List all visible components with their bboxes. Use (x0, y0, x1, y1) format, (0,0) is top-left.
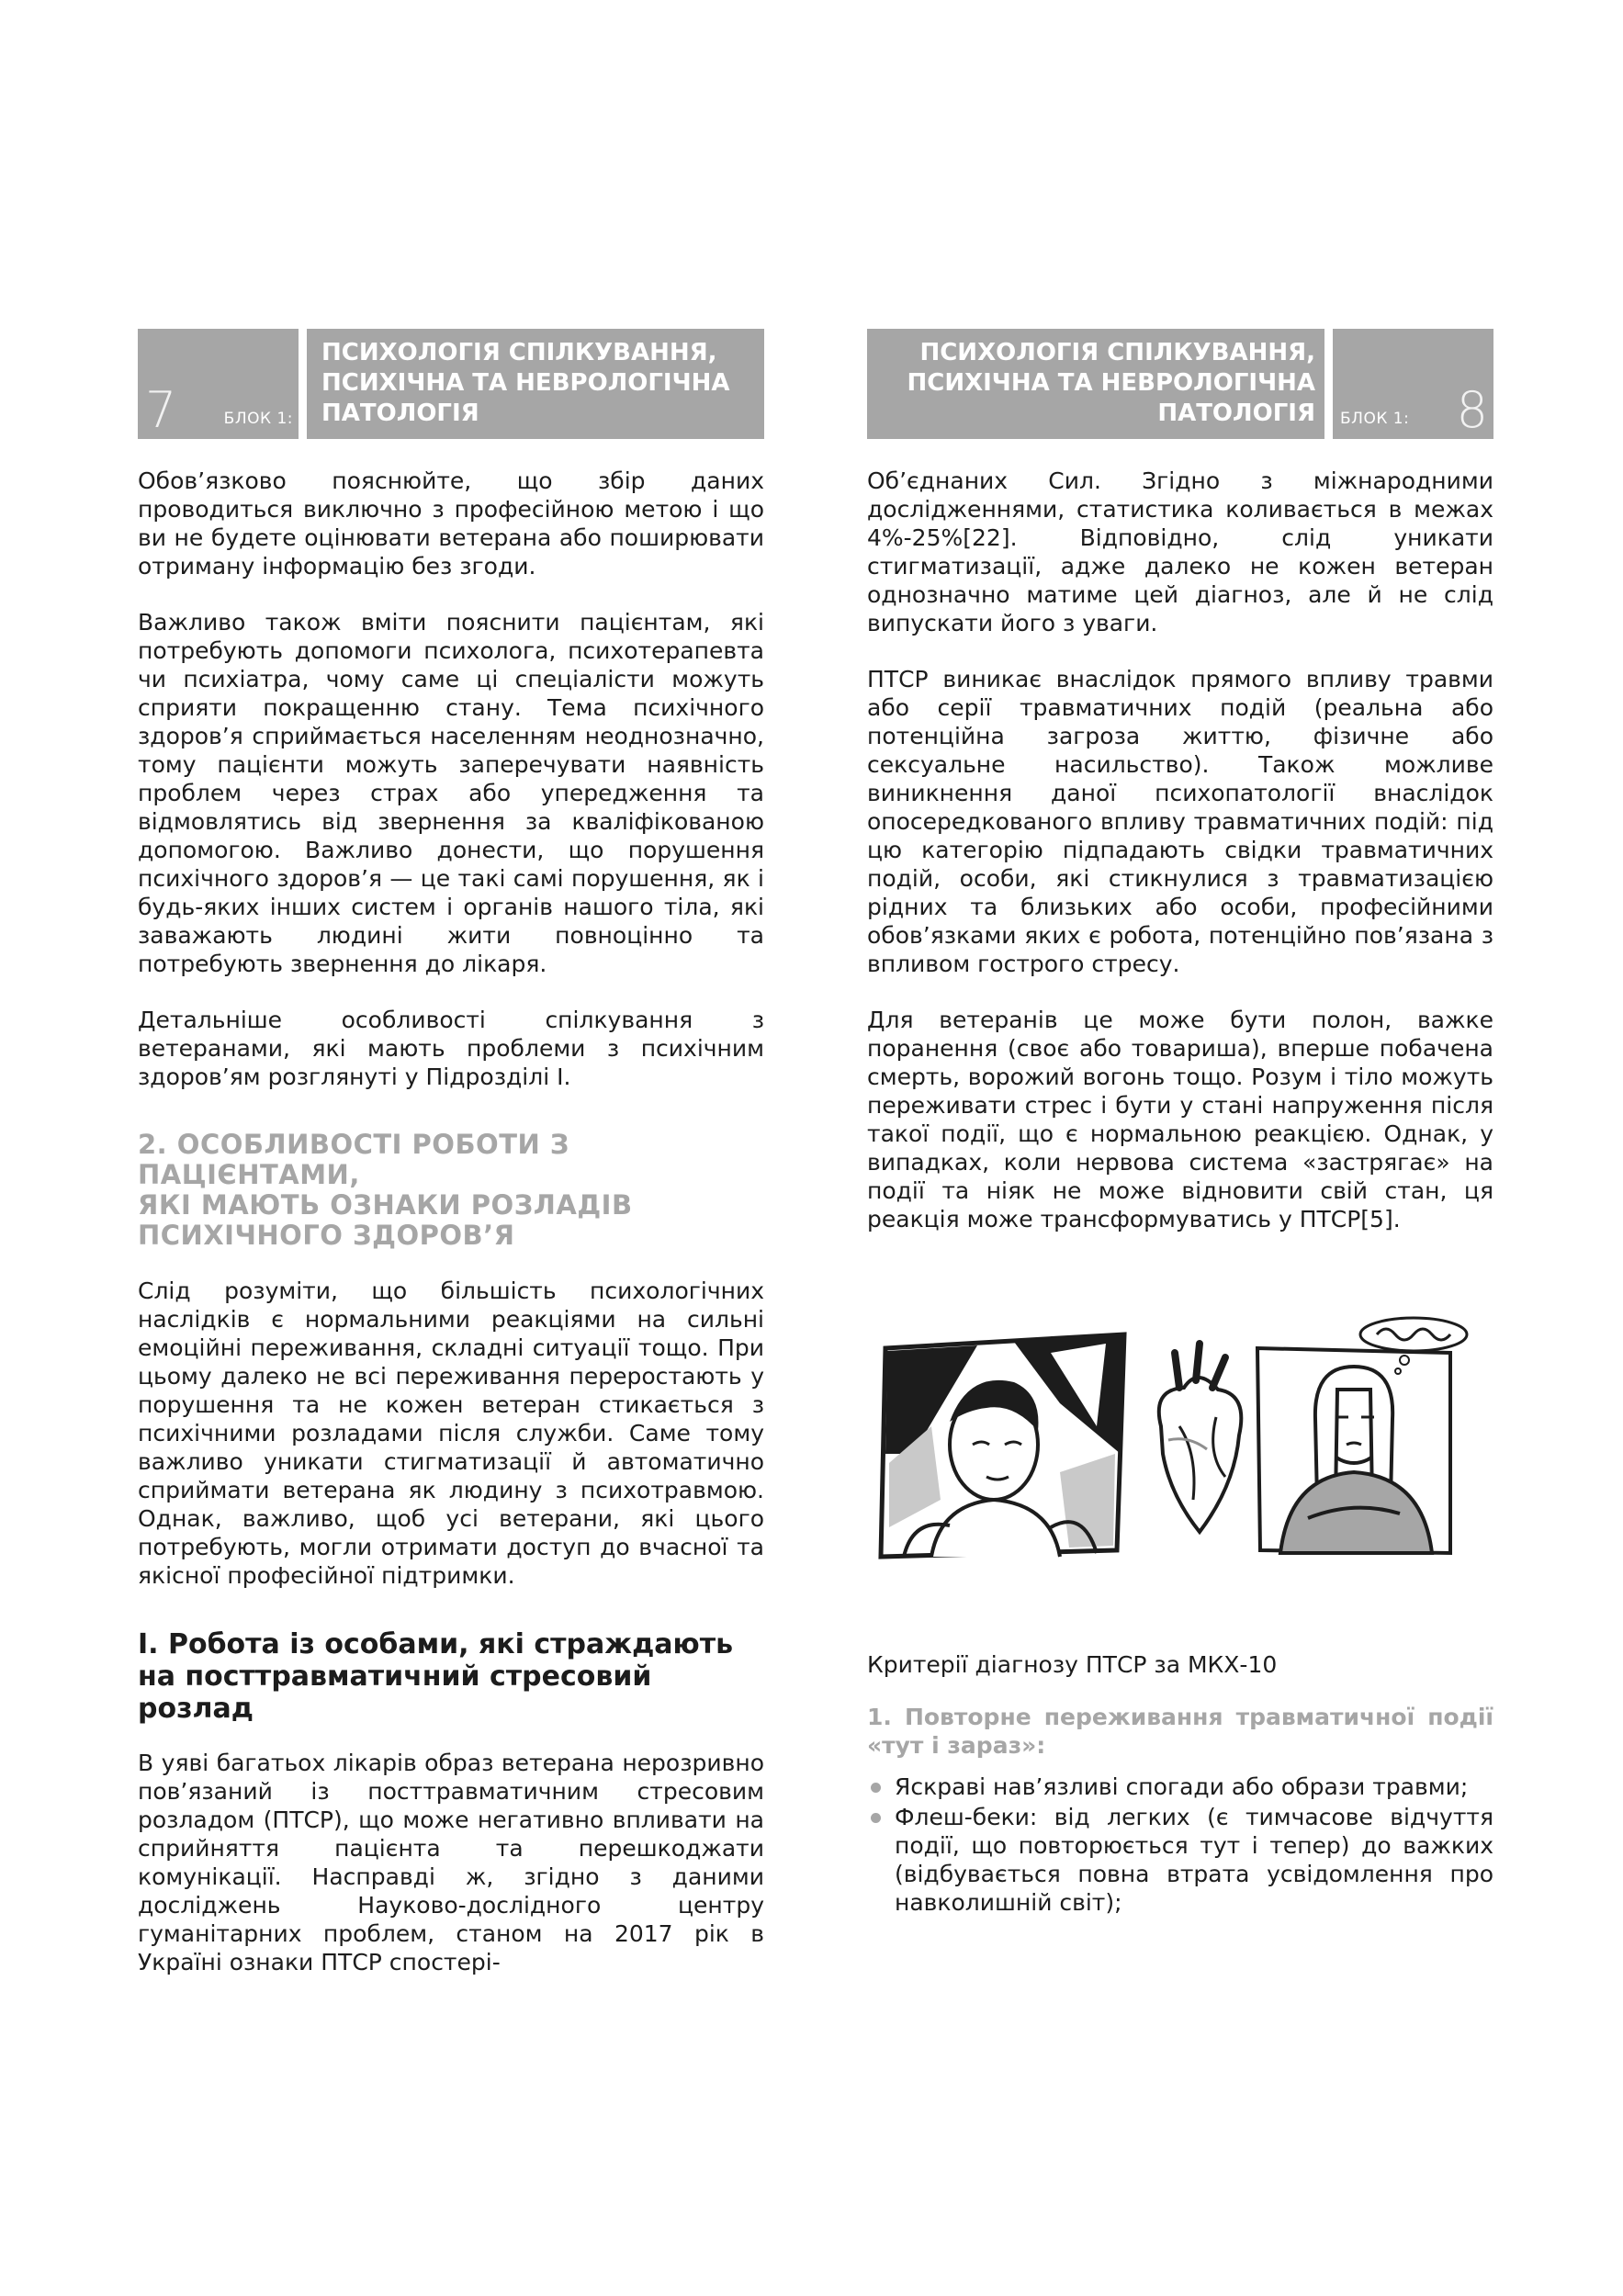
page-number: 8 (1456, 381, 1488, 439)
header-title-line: ПСИХІЧНА ТА НЕВРОЛОГІЧНА (907, 369, 1315, 397)
list-item (867, 1803, 1493, 1917)
paragraph: Для ветеранів це може бути полон, важке поранення (своє або товариша), вперше побачена смерть, ворожий вогонь тощо. Розум і тіло можуть переживати стрес і бути у стані напруження після такої події, що є нормальною реакцією. Однак, у випадках, коли нервова система «застрягає» на події та ніяк не може відновити свій стан, ця реакція може трансформуватись у ПТСР[5]. (867, 1007, 1493, 1232)
paragraph: ПТСР виникає внаслідок прямого впливу травми або серії травматичних подій (реальна або потенційна загроза життю, фізичне або сексуальне насильство). Також можливе виникнення даної психопатології внаслідок опосередкованого впливу травматичних подій: під цю категорію підпадають свідки травматичних подій, особи, які стикнулися з травматизацією рідних та близьких або особи, професійними обов’язками яких є робота, потенційно пов’язана з впливом гострого стресу. (867, 666, 1493, 977)
page-number: 7 (145, 381, 177, 439)
illustration (876, 1316, 1482, 1573)
section-heading (138, 1130, 764, 1251)
header-title-line: ПСИХІЧНА ТА НЕВРОЛОГІЧНА (321, 369, 730, 397)
section-paragraph: Слід розуміти, що більшість психологічних наслідків є нормальними реакціями на сильні емоційні переживання, складні ситуації тощо. При цьому далеко не всі переживання переростають у порушення та не кожен ветеран стикається з психічними розладами після служби. Саме тому важливо уникати стигматизації й автоматично сприймати ветерана як людину з психотравмою. Однак, важливо, щоб усі ветерани, які цього потребують, могли отримати доступ до вчасної та якісної професійної підтримки. (138, 1277, 764, 1589)
section-heading-line: 2. ОСОБЛИВОСТІ РОБОТИ З ПАЦІЄНТАМИ, (138, 1129, 569, 1190)
header-title-line: ПСИХОЛОГІЯ СПІЛКУВАННЯ, (321, 339, 717, 366)
list-item-text: Яскраві нав’язливі спогади або образи травми; (895, 1773, 1469, 1800)
header-title-line: ПСИХОЛОГІЯ СПІЛКУВАННЯ, (919, 339, 1315, 366)
left-page-body (138, 467, 764, 2004)
header-title-line: ПАТОЛОГІЯ (1157, 400, 1315, 427)
criteria-title: Критерії діагнозу ПТСР за МКХ-10 (867, 1651, 1278, 1678)
list-item (867, 1773, 1493, 1801)
block-label: БЛОК 1: (223, 410, 293, 428)
right-page-body (867, 467, 1493, 1919)
criteria-subheading: 1. Повторне переживання травматичної події «тут і зараз»: (867, 1704, 1493, 1759)
paragraph: Обов’язково пояснюйте, що збір даних проводиться виключно з професійною метою і що ви не будете оцінювати ветерана або поширювати отриману інформацію без згоди. (138, 467, 764, 580)
header-title (307, 329, 764, 439)
paragraph: Важливо також вміти пояснити пацієнтам, які потребують допомоги психолога, психотерапевта чи психіатра, чому саме ці спеціалісти можуть сприяти покращенню стану. Тема психічного здоров’я сприймається населенням неоднозначно, тому пацієнти можуть заперечувати наявність проблем через страх або упередження та відмовлятись від звернення за кваліфікованою допомогою. Важливо донести, що порушення психічного здоров’я — це такі самі порушення, як і будь-яких інших систем і органів нашого тіла, які заважають людині жити повноцінно та потребують звернення до лікаря. (138, 609, 764, 977)
criteria-list (867, 1773, 1493, 1917)
header-title (867, 329, 1324, 439)
list-item-text: Флеш-беки: від легких (є тимчасове відчуття події, що повторюється тут і тепер) до важких (відбувається повна втрата усвідомлення про навколишній світ); (895, 1804, 1493, 1916)
section-heading-line: ПСИХІЧНОГО ЗДОРОВ’Я (138, 1220, 515, 1251)
paragraph: Об’єднаних Сил. Згідно з міжнародними дослідженнями, статистика коливається в межах 4%-25%[22]. Відповідно, слід уникати стигматизації, адже далеко не кожен ветеран однозначно матиме цей діагноз, але й не слід випускати його з уваги. (867, 467, 1493, 636)
header-title-line: ПАТОЛОГІЯ (321, 400, 479, 427)
heart-illustration (1159, 1344, 1242, 1532)
subsection-heading: І. Робота із особами, які страждають на посттравматичний стресовий розлад (138, 1628, 734, 1725)
left-page-header (138, 329, 764, 439)
block-label: БЛОК 1: (1340, 410, 1410, 428)
subsection-paragraph: В уяві багатьох лікарів образ ветерана нерозривно пов’язаний із посттравматичним стресовим розладом (ПТСР), що може негативно впливати на сприйняття пацієнта та перешкоджати комунікації. Насправді ж, згідно з даними досліджень Науково-дослідного центру гуманітарних проблем, станом на 2017 рік в Україні ознаки ПТСР спостері- (138, 1750, 764, 1975)
bullet-icon (871, 1813, 881, 1823)
page-number-box (1333, 329, 1493, 439)
paragraph: Детальніше особливості спілкування з ветеранами, які мають проблеми з психічним здоров’ям розглянуті у Підрозділі І. (138, 1007, 764, 1090)
section-heading-line: ЯКІ МАЮТЬ ОЗНАКИ РОЗЛАДІВ (138, 1189, 633, 1221)
bullet-icon (871, 1783, 881, 1793)
page-number-box (138, 329, 299, 439)
man-panel-illustration (881, 1334, 1124, 1557)
woman-panel-illustration (1257, 1348, 1450, 1553)
right-page-header (867, 329, 1493, 439)
